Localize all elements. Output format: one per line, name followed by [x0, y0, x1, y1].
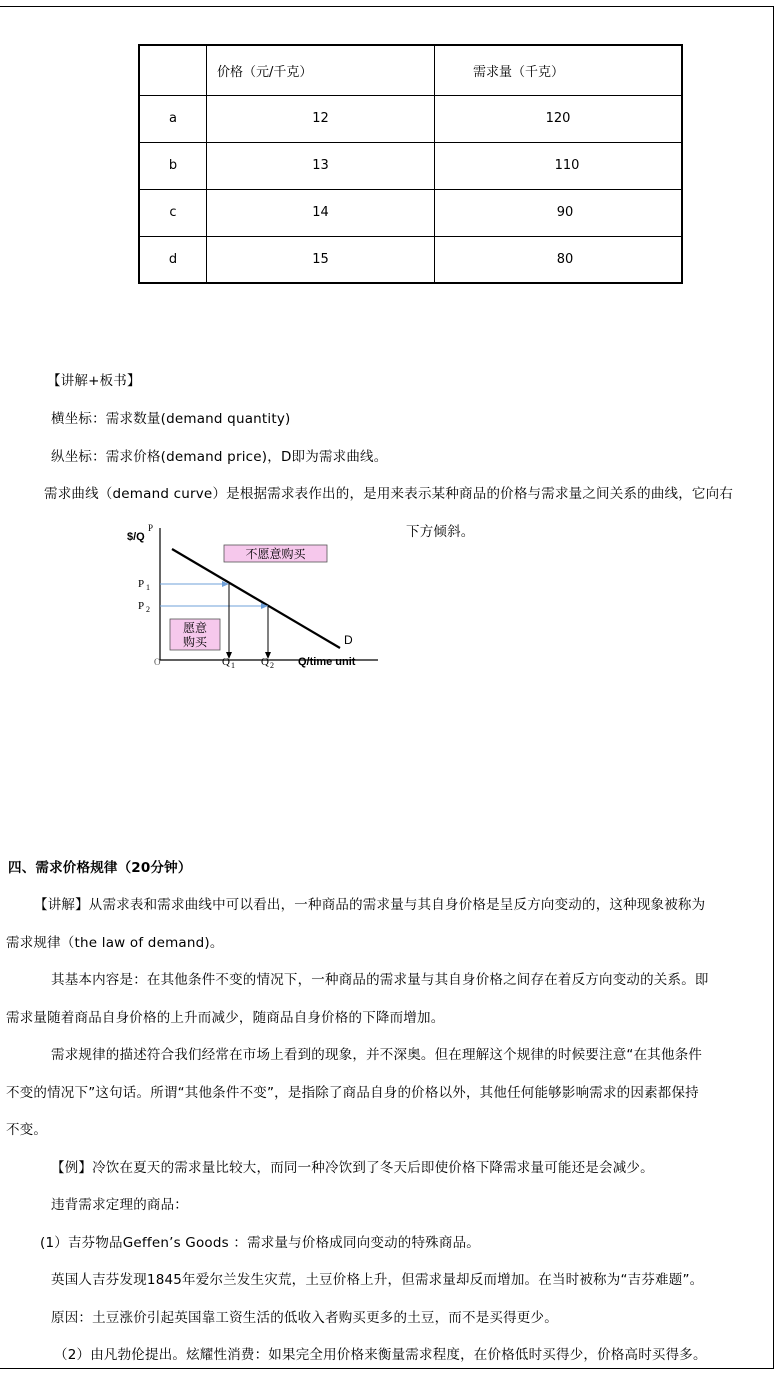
content-line1: 其基本内容是：在其他条件不变的情况下，一种商品的需求量与其自身价格之间存在着反方向变动的关系。即: [51, 972, 709, 988]
table-row: [139, 189, 682, 236]
table-header-quantity: 需求量（千克）: [435, 45, 683, 95]
table-row: [139, 142, 682, 189]
row-label: b: [139, 142, 207, 189]
explanation-line2: 需求规律（the law of demand)。: [6, 935, 224, 951]
x-axis-description: 横坐标：需求数量(demand quantity): [51, 411, 291, 427]
explanation-line1: 【讲解】从需求表和需求曲线中可以看出，一种商品的需求量与其自身价格是呈反方向变动的，这种现象被称为: [34, 897, 706, 913]
row-quantity: 80: [435, 236, 683, 283]
y-axis-description: 纵坐标：需求价格(demand price)，D即为需求曲线。: [51, 449, 388, 465]
row-label: d: [139, 236, 207, 283]
p1-label-sub: 1: [146, 583, 150, 592]
lecture-heading: 【讲解+板书】: [47, 373, 141, 389]
violate-heading: 违背需求定理的商品：: [51, 1197, 188, 1213]
p1-label: P: [138, 578, 145, 590]
row-quantity: 110: [435, 142, 683, 189]
willing-label-line1: 愿意: [182, 621, 208, 635]
demand-curve-graph: [110, 520, 390, 675]
section-title: 四、需求价格规律（20分钟）: [8, 860, 192, 876]
reason-line: 原因：土豆涨价引起英国靠工资生活的低收入者购买更多的土豆，而不是买得更少。: [51, 1310, 558, 1326]
giffen-story-line: 英国人吉芬发现1845年爱尔兰发生灾荒，土豆价格上升，但需求量却反而增加。在当时被称为“吉芬难题”。: [51, 1272, 704, 1288]
q1-label: Q: [222, 656, 230, 668]
example-line: 【例】冷饮在夏天的需求量比较大，而同一种冷饮到了冬天后即使价格下降需求量可能还是会减少。: [51, 1160, 654, 1176]
giffen-goods-line: (1）吉芬物品Geffen’s Goods ：需求量与价格成同向变动的特殊商品。: [40, 1235, 480, 1251]
y-axis-label: $/Q: [127, 531, 145, 543]
row-label: a: [139, 95, 207, 142]
row-price: 12: [207, 95, 435, 142]
row-price: 13: [207, 142, 435, 189]
demand-schedule-table: [138, 44, 683, 284]
table-header-row: [139, 45, 682, 95]
table-header-empty: [139, 45, 207, 95]
curve-label: D: [344, 633, 353, 647]
row-price: 14: [207, 189, 435, 236]
p2-label-sub: 2: [146, 605, 150, 614]
willing-label-line2: 购买: [182, 635, 208, 649]
row-label: c: [139, 189, 207, 236]
q2-label: Q: [261, 656, 269, 668]
law-line1: 需求规律的描述符合我们经常在市场上看到的现象，并不深奥。但在理解这个规律的时候要注意“在其他条件: [51, 1047, 703, 1063]
demand-curve-definition-line2: 下方倾斜。: [406, 524, 475, 540]
q1-label-sub: 1: [231, 661, 235, 670]
q2-label-sub: 2: [270, 661, 274, 670]
table-header-price: 价格（元/千克）: [207, 45, 435, 95]
unwilling-label: 不愿意购买: [245, 547, 306, 561]
content-line2: 需求量随着商品自身价格的上升而减少，随商品自身价格的下降而增加。: [6, 1010, 445, 1026]
table-row: [139, 236, 682, 283]
page-border-bottom: [0, 1368, 774, 1369]
row-price: 15: [207, 236, 435, 283]
law-line2: 不变的情况下”这句话。所谓“其他条件不变”，是指除了商品自身的价格以外，其他任何能够影响需求的因素都保持: [6, 1085, 699, 1101]
row-quantity: 90: [435, 189, 683, 236]
y-axis-label-sup: P: [148, 523, 154, 533]
x-axis-label: Q/time unit: [298, 656, 356, 668]
p2-label: P: [138, 600, 145, 612]
origin-label: O: [154, 657, 161, 667]
page-border-right: [773, 6, 774, 1368]
law-line3: 不变。: [6, 1122, 48, 1138]
row-quantity: 120: [435, 95, 683, 142]
veblen-line: （2）由凡勃伦提出。炫耀性消费：如果完全用价格来衡量需求程度，在价格低时买得少，价格高时买得多。: [54, 1347, 707, 1363]
table-row: [139, 95, 682, 142]
page-border-top: [0, 6, 774, 7]
demand-curve-definition-line1: 需求曲线（demand curve）是根据需求表作出的，是用来表示某种商品的价格与需求量之间关系的曲线，它向右: [44, 486, 734, 502]
